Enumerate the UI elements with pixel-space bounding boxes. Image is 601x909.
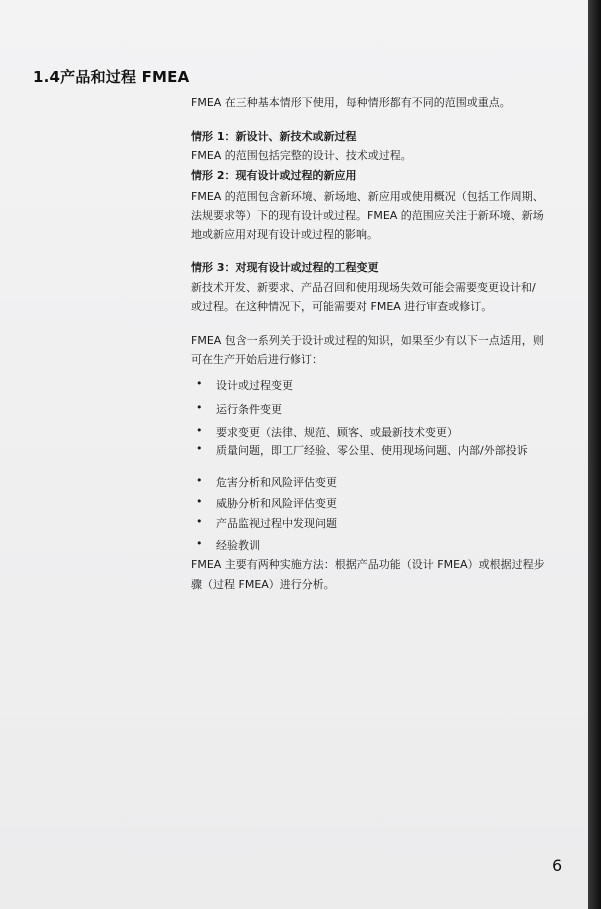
list-item-text: 经验教训 (216, 539, 260, 552)
list-item-text: 产品监视过程中发现问题 (216, 517, 337, 530)
case1-body: FMEA 的范围包括完整的设计、技术或过程。 (191, 149, 412, 162)
list-item-text: 危害分析和风险评估变更 (216, 476, 337, 489)
case2-body-line: FMEA 的范围包含新环境、新场地、新应用或使用概况（包括工作周期、 (191, 190, 544, 203)
revision-body-line: FMEA 包含一系列关于设计或过程的知识，如果至少有以下一点适用，则 (191, 334, 544, 347)
list-item-text: 威胁分析和风险评估变更 (216, 497, 337, 510)
bullet-marker: • (196, 474, 203, 487)
case2-body-line: 法规要求等）下的现有设计或过程。FMEA 的范围应关注于新环境、新场 (191, 209, 544, 222)
bullet-marker: • (196, 424, 203, 437)
bullet-marker: • (196, 377, 203, 390)
intro-paragraph: FMEA 在三种基本情形下使用，每种情形都有不同的范围或重点。 (191, 96, 511, 109)
binding-edge (588, 0, 601, 909)
bullet-marker: • (196, 401, 203, 414)
page-number: 6 (552, 856, 563, 875)
bullet-marker: • (196, 442, 203, 455)
list-item-text: 质量问题，即工厂经验、零公里、使用现场问题、内部/外部投诉 (216, 444, 528, 457)
section-title: 1.4产品和过程 FMEA (33, 68, 190, 86)
list-item-text: 设计或过程变更 (216, 379, 293, 392)
case2-body-line: 地或新应用对现有设计或过程的影响。 (191, 228, 378, 241)
revision-body-line: 可在生产开始后进行修订： (191, 353, 323, 366)
bullet-marker: • (196, 495, 203, 508)
list-item-text: 要求变更（法律、规范、顾客、或最新技术变更） (216, 426, 458, 439)
case3-body-line: 或过程。在这种情况下，可能需要对 FMEA 进行审查或修订。 (191, 300, 493, 313)
list-item-text: 运行条件变更 (216, 403, 282, 416)
implementation-body-line: 骤（过程 FMEA）进行分析。 (191, 578, 335, 591)
implementation-body-line: FMEA 主要有两种实施方法：根据产品功能（设计 FMEA）或根据过程步 (191, 558, 545, 571)
case3-heading: 情形 3：对现有设计或过程的工程变更 (191, 261, 379, 274)
case3-body-line: 新技术开发、新要求、产品召回和使用现场失效可能会需要变更设计和/ (191, 281, 536, 294)
case2-heading: 情形 2：现有设计或过程的新应用 (191, 169, 357, 182)
bullet-marker: • (196, 515, 203, 528)
bullet-marker: • (196, 537, 203, 550)
case1-heading: 情形 1：新设计、新技术或新过程 (191, 130, 357, 143)
